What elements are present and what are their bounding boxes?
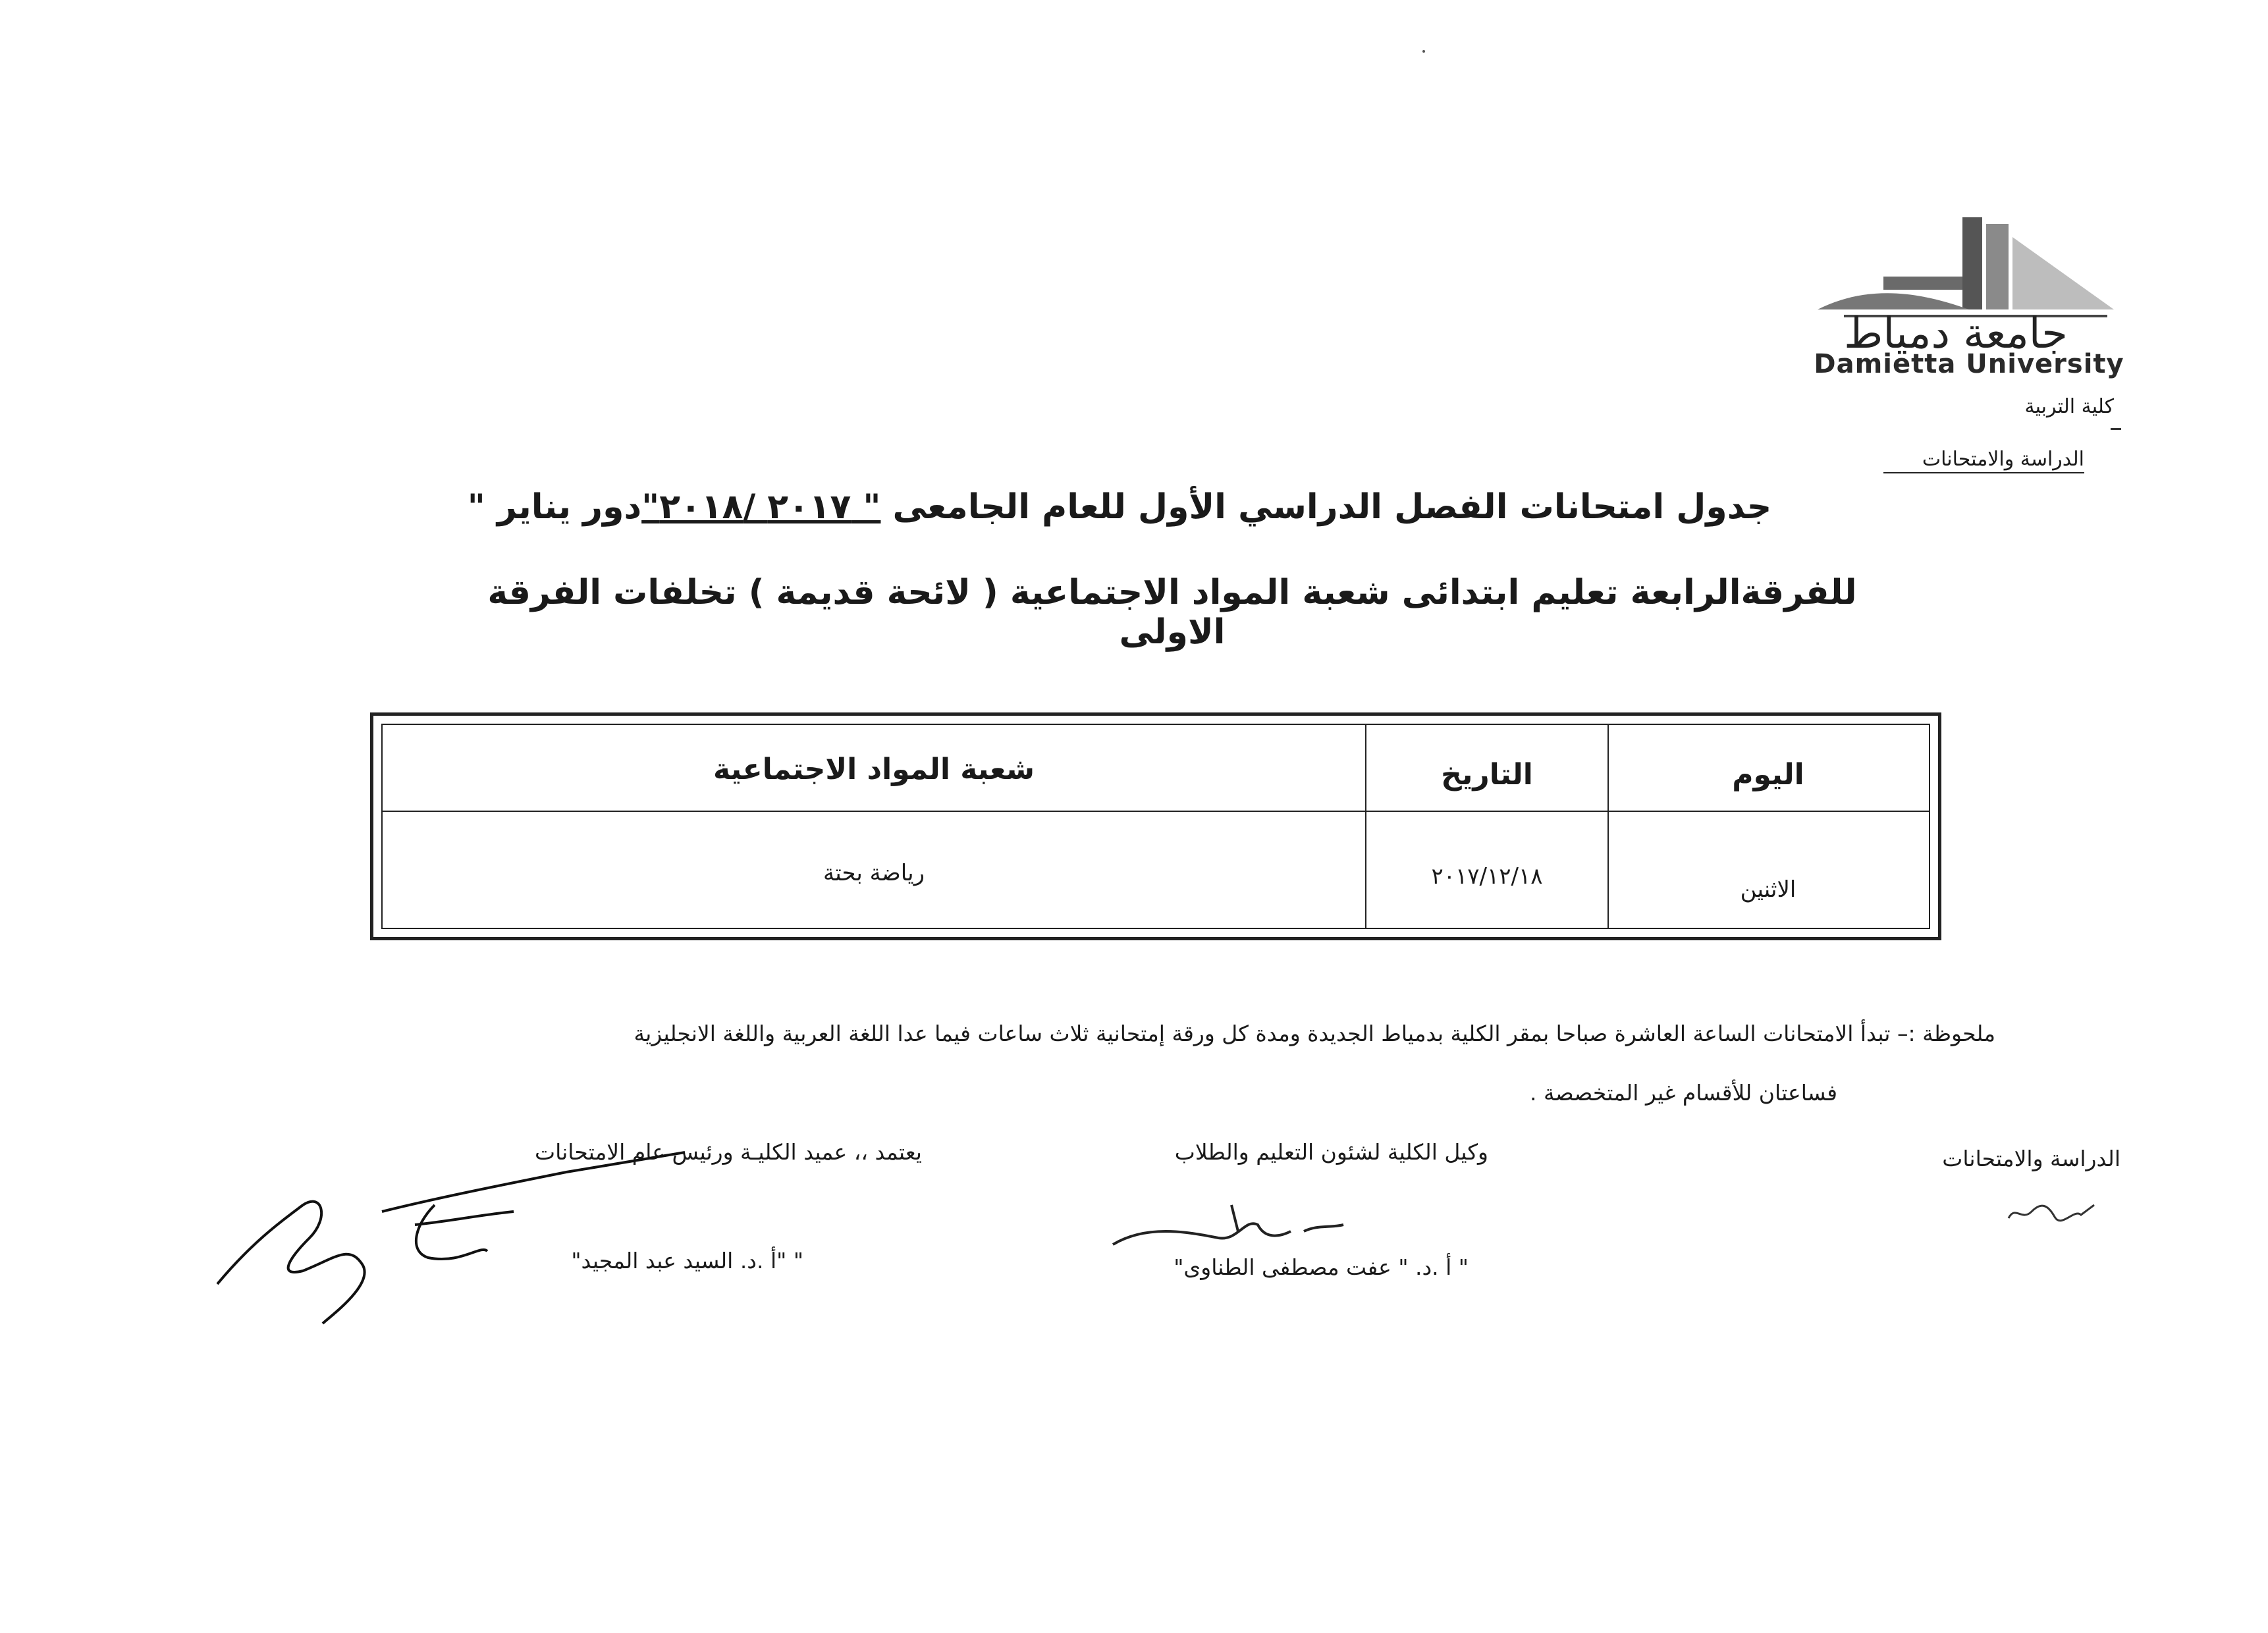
title-year: " ٢٠١٧ /٢٠١٨" [641, 487, 881, 527]
cell-date: ٢٠١٧/١٢/١٨ [1431, 863, 1543, 890]
header-date: التاريخ [1441, 758, 1533, 791]
page-title [461, 487, 1778, 527]
faculty-name: كلية التربية [2024, 395, 2114, 418]
dean-signature [198, 1146, 711, 1343]
title-part2: دور يناير " [467, 487, 642, 527]
table-row-divider [383, 811, 1929, 812]
vice-dean-signature [1106, 1192, 1396, 1264]
exams-office-initials-signature [2002, 1192, 2101, 1231]
exams-office-title: الدراسة والامتحانات [1942, 1146, 2120, 1171]
note-line2: فساعتان للأقسام غير المتخصصة . [1529, 1080, 1837, 1106]
dean-name: " "أ .د. السيد عبد المجيد" [571, 1248, 803, 1273]
table-column-divider [1365, 725, 1366, 928]
vice-dean-name: " أ .د. " عفت مصطفى الطناوى" [1174, 1254, 1469, 1280]
title-part1: جدول امتحانات الفصل الدراسي الأول للعام الجامعى [880, 487, 1772, 527]
department-name: الدراسة والامتحانات [1883, 448, 2084, 473]
vice-dean-title: وكيل الكلية لشئون التعليم والطلاب [1174, 1139, 1488, 1165]
logo-english-name: Damietta University [1814, 349, 2124, 379]
cell-day: الاثنين [1740, 876, 1796, 903]
damietta-university-logo-icon [1818, 211, 2120, 323]
note-line1: ملحوظة :– تبدأ الامتحانات الساعة العاشرة صباحا بمقر الكلية بدمياط الجديدة ومدة كل ورقة إمتحانية ثلاث ساعات فيما عدا اللغة العربية واللغة الانجليزية [634, 1021, 1995, 1046]
header-day: اليوم [1732, 758, 1804, 791]
header-subject: شعبة المواد الاجتماعية [713, 753, 1035, 786]
divider-dash [2111, 428, 2121, 430]
scan-speck [1422, 50, 1425, 53]
dean-title: يعتمد ،، عميد الكليـة ورئيس عام الامتحانات [535, 1139, 922, 1165]
exam-schedule-table [370, 712, 1941, 940]
cell-subject: رياضة بحتة [823, 860, 925, 886]
page-subtitle: للفرقةالرابعة تعليم ابتدائى شعبة المواد الاجتماعية ( لائحة قديمة ) تخلفات الفرقة الاولى [487, 573, 1857, 652]
logo-arabic-name: جامعة دمياط [1844, 309, 2068, 358]
